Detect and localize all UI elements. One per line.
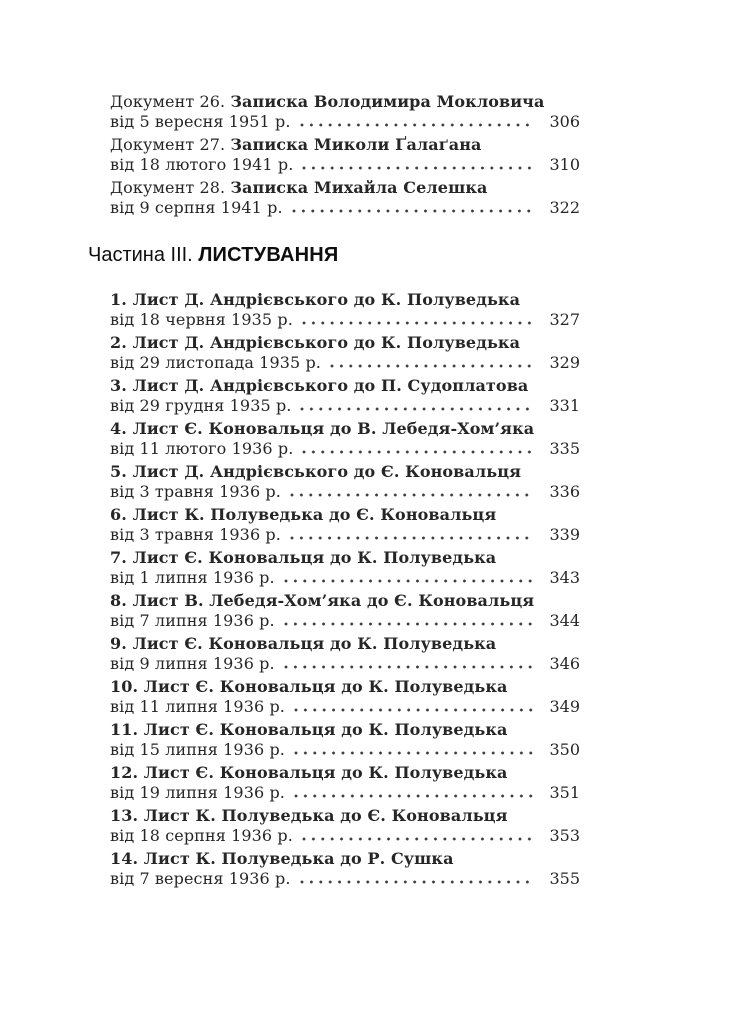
- toc-entry-number: Документ 27.: [110, 135, 226, 154]
- toc-entry-line: [110, 525, 580, 545]
- toc-page-number: 355: [549, 869, 580, 888]
- dot-leader: [300, 880, 534, 884]
- toc-entry: [110, 505, 580, 545]
- toc-entry-date: від 9 серпня 1941 р.: [110, 198, 283, 217]
- dot-leader: [284, 665, 534, 669]
- toc-entry: [110, 634, 580, 674]
- toc-entry: [110, 591, 580, 631]
- dot-leader: [294, 794, 534, 798]
- toc-page-number: 339: [549, 525, 580, 544]
- part-number: Частина III.: [88, 244, 193, 266]
- toc-entry-name: Записка Михайла Селешка: [230, 178, 488, 197]
- toc-page-number: 327: [549, 310, 580, 329]
- toc-entry-title: 12. Лист Є. Коновальця до К. Полуведька: [110, 763, 508, 782]
- toc-page-number: 336: [549, 482, 580, 501]
- part-title: ЛИСТУВАННЯ: [198, 244, 339, 266]
- toc-entry: [110, 806, 580, 846]
- toc-page-number: 344: [549, 611, 580, 630]
- toc-entry-title: 4. Лист Є. Коновальця до В. Лебедя-Хом’яка: [110, 419, 535, 438]
- toc-page-number: 310: [549, 155, 580, 174]
- dot-leader: [300, 123, 534, 127]
- toc-entry-line: [110, 869, 580, 889]
- toc-page-number: 343: [549, 568, 580, 587]
- dot-leader: [290, 536, 534, 540]
- toc-page-number: 346: [549, 654, 580, 673]
- toc-entry-date: від 1 липня 1936 р.: [110, 568, 275, 587]
- toc-entry-line: [110, 112, 580, 132]
- toc-entry-line: [110, 568, 580, 588]
- dot-leader: [302, 166, 534, 170]
- toc-entry-date: від 18 серпня 1936 р.: [110, 826, 293, 845]
- dot-leader: [284, 579, 534, 583]
- toc-entry: [110, 849, 580, 889]
- dot-leader: [290, 493, 534, 497]
- toc-entry-date: від 18 червня 1935 р.: [110, 310, 293, 329]
- toc-entry: [110, 462, 580, 502]
- toc-entry-title: 11. Лист Є. Коновальця до К. Полуведька: [110, 720, 508, 739]
- toc-page-number: 331: [549, 396, 580, 415]
- toc-entry-title: 7. Лист Є. Коновальця до К. Полуведька: [110, 548, 497, 567]
- toc-entry: [110, 178, 580, 218]
- toc-page-number: 335: [549, 439, 580, 458]
- toc-entry-date: від 5 вересня 1951 р.: [110, 112, 291, 131]
- toc-entry-date: від 11 липня 1936 р.: [110, 697, 285, 716]
- toc-entry-line: [110, 826, 580, 846]
- toc-entry: [110, 333, 580, 373]
- toc-entry-number: Документ 26.: [110, 92, 226, 111]
- toc-entry-line: [110, 353, 580, 373]
- toc-entry: [110, 290, 580, 330]
- toc-entry-line: [110, 439, 580, 459]
- toc-entry-date: від 3 травня 1936 р.: [110, 482, 281, 501]
- toc-entry-title: 8. Лист В. Лебедя-Хом’яка до Є. Коновальця: [110, 591, 535, 610]
- toc-entry-date: від 15 липня 1936 р.: [110, 740, 285, 759]
- toc-page-number: 350: [549, 740, 580, 759]
- toc-entry-line: [110, 783, 580, 803]
- dot-leader: [302, 837, 534, 841]
- toc-entry-title: 5. Лист Д. Андрієвського до Є. Коновальця: [110, 462, 522, 481]
- toc-entry-title: [110, 178, 580, 198]
- toc-entry-title: [110, 135, 580, 155]
- toc-entry-title: 1. Лист Д. Андрієвського до К. Полуведька: [110, 290, 521, 309]
- toc-entry-name: Записка Володимира Мокловича: [230, 92, 545, 111]
- toc-entry-title: 2. Лист Д. Андрієвського до К. Полуведька: [110, 333, 521, 352]
- toc-entry-line: [110, 611, 580, 631]
- toc-entry: [110, 763, 580, 803]
- toc-page-number: 329: [549, 353, 580, 372]
- toc-entry-date: від 7 липня 1936 р.: [110, 611, 275, 630]
- toc-entry-number: Документ 28.: [110, 178, 226, 197]
- toc-entry-title: [110, 92, 580, 112]
- toc-entry-line: [110, 697, 580, 717]
- toc-entry-title: 3. Лист Д. Андрієвського до П. Судоплатова: [110, 376, 529, 395]
- toc-entry-date: від 29 грудня 1935 р.: [110, 396, 292, 415]
- toc-entry-date: від 19 липня 1936 р.: [110, 783, 285, 802]
- toc-entry-name: Записка Миколи Ґалаґана: [230, 135, 482, 154]
- toc-entry-title: 9. Лист Є. Коновальця до К. Полуведька: [110, 634, 497, 653]
- toc-entry-title: 13. Лист К. Полуведька до Є. Коновальця: [110, 806, 508, 825]
- toc-entry-line: [110, 654, 580, 674]
- toc-entry-date: від 11 лютого 1936 р.: [110, 439, 294, 458]
- part-heading: [88, 242, 580, 268]
- dot-leader: [284, 622, 534, 626]
- toc-content: [88, 92, 580, 892]
- toc-entry-date: від 3 травня 1936 р.: [110, 525, 281, 544]
- toc-entry-title: 6. Лист К. Полуведька до Є. Коновальця: [110, 505, 497, 524]
- toc-entry-line: [110, 198, 580, 218]
- toc-entry-date: від 7 вересня 1936 р.: [110, 869, 291, 888]
- toc-entry-line: [110, 396, 580, 416]
- toc-entry-date: від 18 лютого 1941 р.: [110, 155, 294, 174]
- dot-leader: [302, 321, 534, 325]
- dot-leader: [294, 708, 534, 712]
- toc-entry: [110, 135, 580, 175]
- toc-entry-title: 14. Лист К. Полуведька до Р. Сушка: [110, 849, 454, 868]
- toc-entry-date: від 29 листопада 1935 р.: [110, 353, 321, 372]
- toc-entry: [110, 92, 580, 132]
- toc-page-number: 306: [549, 112, 580, 131]
- toc-page-number: 349: [549, 697, 580, 716]
- toc-entry-line: [110, 155, 580, 175]
- toc-entry: [110, 548, 580, 588]
- toc-page-number: 351: [549, 783, 580, 802]
- toc-entry-title: 10. Лист Є. Коновальця до К. Полуведька: [110, 677, 508, 696]
- toc-entry-date: від 9 липня 1936 р.: [110, 654, 275, 673]
- toc-page-number: 322: [549, 198, 580, 217]
- toc-entry: [110, 720, 580, 760]
- toc-entry: [110, 419, 580, 459]
- dot-leader: [300, 407, 534, 411]
- dot-leader: [294, 751, 534, 755]
- dot-leader: [302, 450, 534, 454]
- toc-entry-line: [110, 310, 580, 330]
- toc-entry-line: [110, 482, 580, 502]
- toc-entry-line: [110, 740, 580, 760]
- dot-leader: [330, 364, 534, 368]
- toc-entry: [110, 677, 580, 717]
- dot-leader: [292, 209, 534, 213]
- toc-entry: [110, 376, 580, 416]
- toc-page-number: 353: [549, 826, 580, 845]
